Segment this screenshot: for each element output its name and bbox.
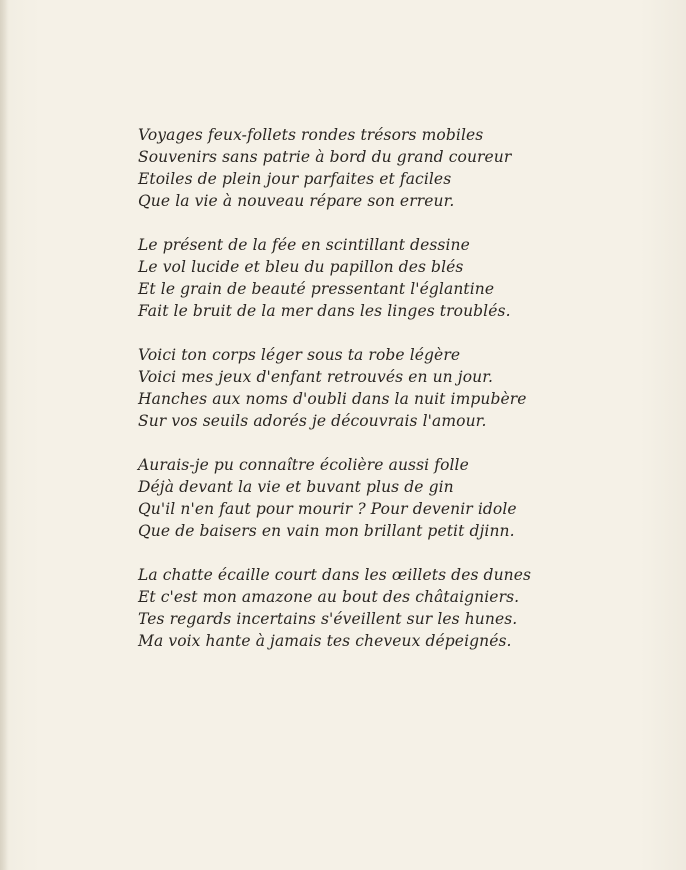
poem-line: Voyages feux-follets rondes trésors mobiles <box>138 126 484 144</box>
poem-line: Voici ton corps léger sous ta robe légère <box>138 346 461 364</box>
poem-line: Le présent de la fée en scintillant dessine <box>138 236 470 254</box>
poem-line: Déjà devant la vie et buvant plus de gin <box>138 478 454 496</box>
stanza-3 <box>138 344 658 432</box>
poem <box>138 124 658 674</box>
poem-line: Le vol lucide et bleu du papillon des blés <box>138 258 464 276</box>
poem-line: Que de baisers en vain mon brillant petit djinn. <box>138 522 515 540</box>
poem-line: Souvenirs sans patrie à bord du grand coureur <box>138 148 512 166</box>
poem-line: Et c'est mon amazone au bout des châtaigniers. <box>138 588 520 606</box>
poem-line: Ma voix hante à jamais tes cheveux dépeignés. <box>138 632 512 650</box>
poem-line: Et le grain de beauté pressentant l'églantine <box>138 280 495 298</box>
stanza-5 <box>138 564 658 652</box>
poem-line: Aurais-je pu connaître écolière aussi folle <box>138 456 469 474</box>
stanza-1 <box>138 124 658 212</box>
poem-line: Hanches aux noms d'oubli dans la nuit impubère <box>138 390 527 408</box>
page-gutter-shadow <box>0 0 8 870</box>
stanza-4 <box>138 454 658 542</box>
poem-line: Fait le bruit de la mer dans les linges troublés. <box>138 302 511 320</box>
poem-line: La chatte écaille court dans les œillets des dunes <box>138 566 532 584</box>
poem-line: Sur vos seuils adorés je découvrais l'amour. <box>138 412 487 430</box>
poem-line: Etoiles de plein jour parfaites et faciles <box>138 170 452 188</box>
stanza-2 <box>138 234 658 322</box>
poem-line: Qu'il n'en faut pour mourir ? Pour devenir idole <box>138 500 517 518</box>
poem-line: Tes regards incertains s'éveillent sur les hunes. <box>138 610 518 628</box>
poem-line: Que la vie à nouveau répare son erreur. <box>138 192 455 210</box>
poem-line: Voici mes jeux d'enfant retrouvés en un jour. <box>138 368 494 386</box>
